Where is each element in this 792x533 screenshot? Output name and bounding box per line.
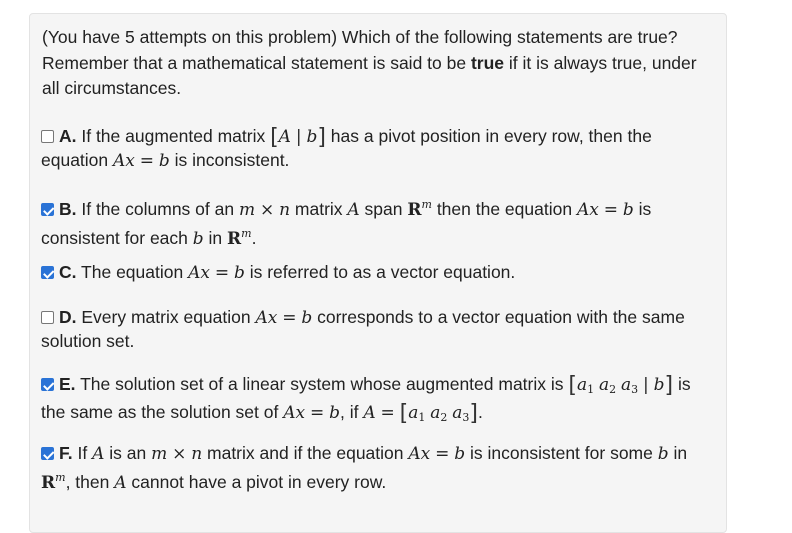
math-bracket: [ [399, 401, 409, 426]
option-f-checkbox[interactable] [41, 447, 54, 460]
math-sup: m [241, 227, 252, 240]
math-eq: = [603, 200, 618, 220]
math-sup: m [55, 471, 66, 484]
math-sub: 2 [440, 411, 448, 424]
math-expr: Ax [283, 403, 306, 423]
option-f-text: in [668, 443, 688, 463]
math-bracket: [ [568, 373, 577, 398]
option-d-text: corresponds to a vector equation with the same solution set. [41, 307, 685, 351]
math-expr: Ax [113, 151, 135, 171]
option-b[interactable] [41, 193, 713, 251]
option-c[interactable] [41, 261, 713, 285]
math-sub: 1 [418, 411, 426, 424]
math-var: b [233, 263, 245, 283]
option-a-text: If the augmented matrix [76, 126, 271, 146]
math-var: b [158, 151, 170, 171]
math-eq: = [282, 308, 297, 328]
option-f-text: is an [104, 443, 152, 463]
option-f-text: cannot have a pivot in every row. [126, 472, 387, 492]
math-var: b [622, 200, 634, 220]
math-eq: = [435, 444, 450, 464]
option-b-checkbox[interactable] [41, 203, 54, 216]
option-a-letter: A. [59, 126, 77, 146]
math-times: × [259, 200, 275, 220]
option-e-text: The solution set of a linear system whose augmented matrix is [75, 374, 569, 394]
option-e-checkbox[interactable] [41, 378, 54, 391]
math-var: a [430, 403, 441, 423]
math-expr: Ax [188, 263, 210, 283]
math-var: b [454, 444, 466, 464]
option-b-text: then the equation [431, 199, 577, 219]
option-b-text: in [203, 228, 227, 248]
math-var: a [452, 403, 463, 423]
option-d-checkbox[interactable] [41, 311, 54, 324]
math-sup: m [421, 198, 432, 211]
option-e-letter: E. [59, 374, 76, 394]
math-bracket: [ [270, 125, 279, 150]
option-c-text: is referred to as a vector equation. [244, 262, 516, 282]
math-var: m [238, 200, 256, 220]
option-e-text: , if [340, 402, 364, 422]
math-sub: 1 [587, 383, 595, 396]
math-var: n [279, 200, 291, 220]
math-var: b [653, 375, 665, 395]
intro-bold-true: true [470, 52, 505, 73]
math-var: b [329, 403, 340, 423]
math-sub: 3 [631, 383, 639, 396]
math-var: a [621, 375, 632, 395]
option-b-text: span [359, 199, 408, 219]
option-a-text: has a pivot position in every row, then the equation [41, 126, 652, 170]
math-expr: Ax [255, 308, 278, 328]
math-var: a [599, 375, 610, 395]
math-eq: = [380, 403, 395, 423]
option-d-letter: D. [59, 307, 77, 327]
math-var: A [278, 127, 291, 147]
option-a-text: is inconsistent. [169, 150, 290, 170]
option-f-text: is inconsistent for some [465, 443, 658, 463]
math-var: A [114, 473, 127, 493]
option-b-text: . [251, 228, 257, 248]
option-c-checkbox[interactable] [41, 266, 54, 279]
option-e-text: . [477, 402, 483, 422]
math-times: × [172, 444, 187, 464]
math-var: A [363, 403, 376, 423]
math-space: R [227, 229, 242, 249]
option-b-text: matrix [290, 199, 348, 219]
option-e[interactable] [41, 373, 713, 429]
math-bracket: ] [317, 125, 326, 150]
math-var: b [301, 308, 313, 328]
math-var: n [191, 444, 203, 464]
option-f[interactable] [41, 442, 713, 495]
option-d[interactable] [41, 306, 713, 353]
option-e-text: is the same as the solution set of [41, 374, 691, 422]
math-expr: Ax [408, 444, 431, 464]
math-bar: | [643, 375, 649, 395]
math-var: b [657, 444, 669, 464]
math-eq: = [214, 263, 230, 283]
math-var: A [347, 200, 360, 220]
intro-text-end: if it is always true, under all circumstances. [42, 52, 697, 98]
option-f-text: If [72, 443, 93, 463]
math-bracket: ] [664, 373, 674, 398]
problem-panel [29, 13, 727, 533]
option-b-text: is consistent for each [41, 199, 652, 248]
math-eq: = [309, 403, 325, 423]
intro-text: (You have 5 attempts on this problem) Which of the following statements are true? Remember that a mathematical statement is said to be [42, 27, 678, 73]
math-var: a [576, 375, 588, 395]
option-a-checkbox[interactable] [41, 130, 54, 143]
problem-statement [42, 25, 712, 102]
math-var: b [306, 127, 318, 147]
math-space: R [407, 200, 422, 220]
math-var: a [408, 403, 419, 423]
math-var: A [92, 444, 105, 464]
math-bar: | [295, 127, 302, 147]
math-space: R [41, 473, 56, 493]
option-f-letter: F. [59, 443, 73, 463]
option-f-text: matrix and if the equation [202, 443, 409, 463]
option-d-text: Every matrix equation [76, 307, 256, 327]
math-eq: = [139, 151, 155, 171]
math-var: m [151, 444, 168, 464]
option-b-letter: B. [59, 199, 77, 219]
option-f-text: , then [65, 472, 115, 492]
math-var: b [192, 229, 204, 249]
option-c-letter: C. [59, 262, 77, 282]
option-b-text: If the columns of an [76, 199, 239, 219]
math-sub: 2 [609, 383, 617, 396]
option-a[interactable] [41, 125, 713, 173]
math-sub: 3 [462, 411, 470, 424]
option-c-text: The equation [76, 262, 189, 282]
math-bracket: ] [469, 401, 478, 426]
math-expr: Ax [576, 200, 599, 220]
